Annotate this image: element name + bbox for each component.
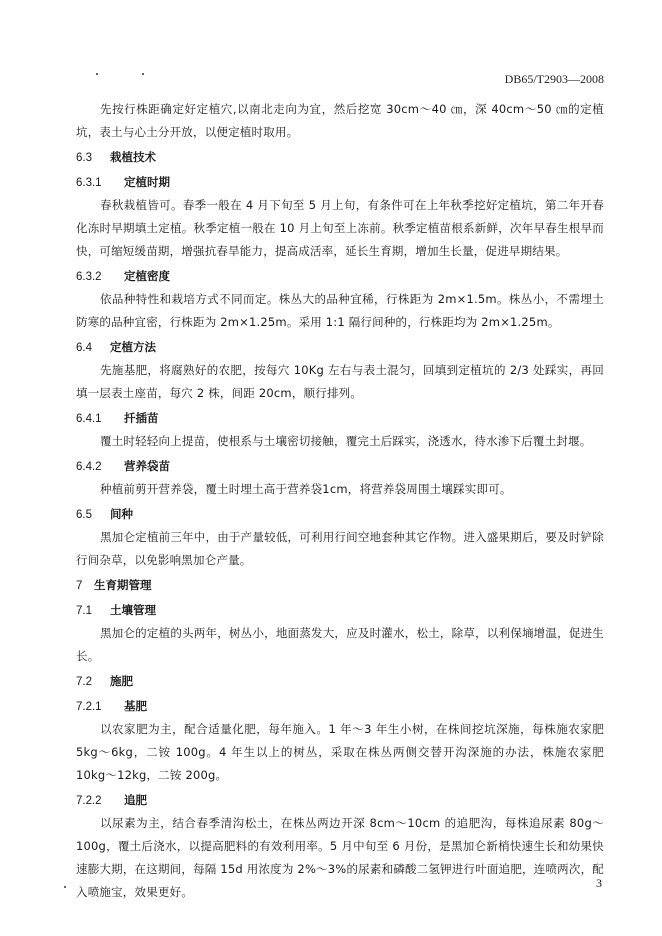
- section-title: 定植密度: [124, 269, 170, 283]
- section-title: 施肥: [110, 674, 133, 688]
- section-number: 7.2: [76, 676, 92, 688]
- section-number: 7.2.2: [76, 795, 102, 807]
- section-number: 6.3.2: [76, 271, 102, 283]
- section-heading: [76, 574, 604, 597]
- section-title: 土壤管理: [110, 603, 156, 617]
- paragraph: 春秋栽植皆可。春季一般在 4 月下旬至 5 月上旬，有条件可在上年秋季挖好定植坑，第二年开春化冻时早期填土定植。秋季定植一般在 10 月上旬至上冻前。秋季定植苗根系新鲜，次年早春生根早而快，可缩短缓苗期，增强抗春旱能力，提高成活率，延长生育期，增加生长量，促进早期结果。: [76, 198, 604, 258]
- section-title: 栽植技术: [110, 150, 156, 164]
- section-number: 7.1: [76, 605, 92, 617]
- paragraph: 黑加仑的定植的头两年，树丛小，地面蒸发大，应及时灌水，松土，除草，以利保墒增温，促进生长。: [76, 626, 604, 663]
- paragraph: 黑加仑定植前三年中，由于产量较低，可利用行间空地套种其它作物。进入盛果期后，要及时铲除行间杂草，以免影响黑加仑产量。: [76, 530, 604, 567]
- paragraph: 先按行株距确定好定植穴,以南北走向为宜，然后挖宽 30cm～40 ㎝，深 40cm～50 ㎝的定植坑，表土与心土分开放，以便定植时取用。: [76, 102, 604, 139]
- section-number: 7.2.1: [76, 701, 102, 713]
- scan-speck: [64, 886, 66, 888]
- section-heading: [76, 455, 604, 478]
- section-heading: [76, 407, 604, 430]
- section-number: 6.4: [76, 342, 92, 354]
- section-title: 生育期管理: [94, 578, 152, 592]
- paragraph: 以尿素为主，结合春季清沟松土，在株丛两边开深 8cm～10cm 的追肥沟，每株追尿素 80g～100g，覆土后浇水，以提高肥料的有效利用率。5 月中旬至 6 月份，是黑加仑新梢快速生长和幼果快速膨大期，在这期间，每隔 15d 用浓度为 2%～3%的尿素和磷酸二氢钾进行叶面追肥，连喷两次，配入喷施宝，效果更好。: [76, 816, 604, 899]
- section-title: 基肥: [124, 699, 147, 713]
- section-title: 扦插苗: [124, 411, 159, 425]
- section-heading: [76, 789, 604, 812]
- paragraph: 依品种特性和栽培方式不同而定。株丛大的品种宜稀，行株距为 2m×1.5m。株丛小，不需埋土防寒的品种宜密，行株距为 2m×1.25m。采用 1:1 隔行间种的，行株距均为 2m×1.25m。: [76, 292, 604, 329]
- scan-speck: [142, 73, 144, 75]
- section-heading: [76, 146, 604, 169]
- paragraph: 种植前剪开营养袋，覆土时埋土高于营养袋1cm，将营养袋周围土壤踩实即可。: [100, 482, 512, 496]
- section-number: 6.3.1: [76, 177, 102, 189]
- document-body: [76, 98, 604, 906]
- paragraph: 先施基肥，将腐熟好的农肥，按每穴 10Kg 左右与表土混匀，回填到定植坑的 2/3 处踩实，再回填一层表土座苗，每穴 2 株，间距 20cm，顺行排列。: [76, 363, 604, 400]
- section-heading: [76, 336, 604, 359]
- section-heading: [76, 171, 604, 194]
- section-number: 6.4.2: [76, 461, 102, 473]
- section-number: 6.5: [76, 509, 92, 521]
- section-title: 追肥: [124, 793, 147, 807]
- section-number: 6.4.1: [76, 413, 102, 425]
- section-heading: [76, 695, 604, 718]
- section-title: 间种: [110, 507, 133, 521]
- section-heading: [76, 599, 604, 622]
- section-heading: [76, 503, 604, 526]
- section-number: 6.3: [76, 152, 92, 164]
- section-title: 定植方法: [110, 340, 156, 354]
- section-title: 定植时期: [124, 175, 170, 189]
- scan-speck: [96, 73, 98, 75]
- section-number: 7: [76, 580, 83, 592]
- page-number: 3: [596, 876, 602, 890]
- paragraph: 覆土时轻轻向上提苗，使根系与土壤密切接触，覆完土后踩实，浇透水，待水渗下后覆土封堰。: [100, 434, 592, 448]
- section-heading: [76, 265, 604, 288]
- section-title: 营养袋苗: [124, 459, 170, 473]
- paragraph: 以农家肥为主，配合适量化肥，每年施入。1 年～3 年生小树，在株间挖坑深施，每株施农家肥 5kg～6kg，二铵 100g。4 年生以上的树丛，采取在株丛两侧交替开沟深施的办法，株施农家肥 10kg～12kg，二铵 200g。: [76, 722, 604, 782]
- section-heading: [76, 670, 604, 693]
- document-id: DB65/T2903—2008: [504, 72, 604, 86]
